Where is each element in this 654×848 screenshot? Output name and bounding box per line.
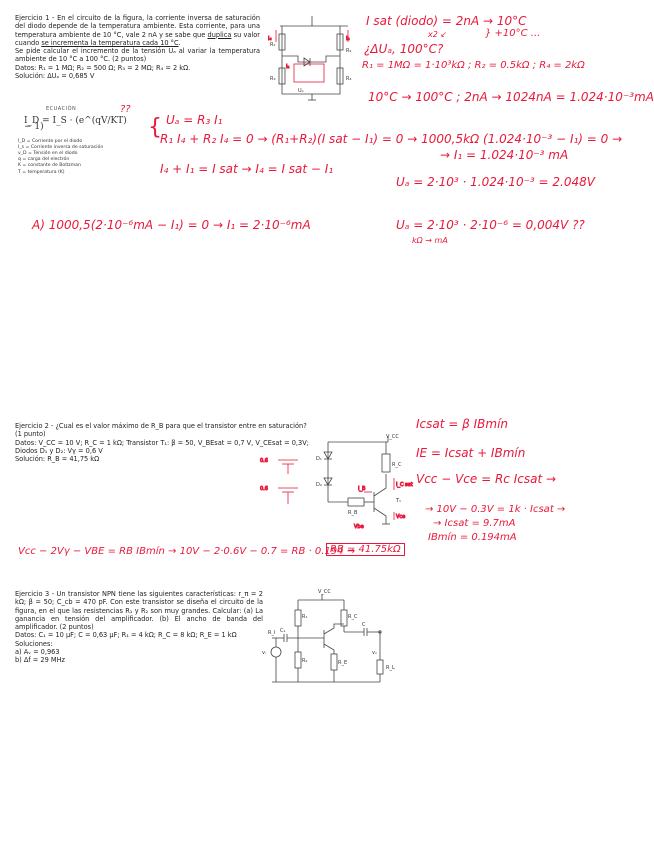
exercise-1-duplica: duplica (207, 30, 232, 39)
ex1-brace-icon: { (148, 115, 162, 140)
c3-label-vcc: V_CC (318, 589, 331, 595)
legend-5: T = temperatura (K) (18, 169, 65, 175)
exercise-1-circuit (268, 12, 360, 102)
c2-label-06b: 0.6 (260, 486, 268, 492)
exercise-2-circuit (258, 432, 413, 532)
ex1-note-qq1: ?? (120, 104, 131, 115)
ex1-note-resistors: R₁ = 1MΩ = 1·10³kΩ ; R₂ = 0.5kΩ ; R₄ = 2kΩ (362, 60, 585, 71)
legend-0: I_D = Corriente por el diodo (18, 138, 83, 144)
exercise-3-title: Ejercicio 3 - (15, 590, 57, 598)
exercise-2-title: Ejercicio 2 - (15, 422, 56, 430)
ex2-note-icsat: Icsat = β IBmín (416, 417, 509, 431)
ex1-note-question: ¿ΔUₐ, 100°C? (364, 42, 444, 56)
c2-label-06a: 0.6 (260, 458, 268, 464)
exercise-1-statement (15, 14, 260, 80)
exercise-1-text2: su valor cuando (15, 30, 261, 47)
c1-label-i4-right: I₄ (346, 36, 350, 42)
c1-label-i1: I₁ (286, 64, 290, 70)
exercise-1-cada10: se incrementa la temperatura cada 10 °C (41, 38, 179, 47)
exercise-1-text: En el circuito de la figura, la corriente inversa de saturación del diodo depende de la temperatura ambiente. Esta corriente, para una temperatura ambiente de 10 °C, vale 2 nA y se sabe que (15, 14, 261, 39)
c2-label-vcc: V_CC (386, 434, 399, 440)
c2-label-rc: R_C (392, 462, 402, 468)
exercise-3-soluciones: Soluciones: (15, 639, 53, 648)
ex2-note-substitute: → 10V − 0.3V = 1k · Icsat → (425, 504, 566, 515)
exercise-1-title: Ejercicio 1 - (15, 14, 58, 22)
c3-label-rc: R_C (348, 614, 358, 620)
legend-3: q = carga del electrón (18, 157, 70, 163)
c3-label-c1: C₁ (280, 628, 286, 634)
diode-equation: I_D = I_S · (e^(qV/KT) − 1) (24, 116, 127, 133)
legend-2: v_D = Tensión en el diodo (18, 151, 78, 157)
c3-label-r2: R₂ (302, 658, 308, 664)
c3-label-vo: vₒ (372, 650, 378, 656)
ex2-note-vcc-vce: Vcc − Vce = Rc Icsat → (416, 472, 557, 486)
exercise-2-text: ¿Cual es el valor máximo de R_B para que el transistor entre en saturación? (1 punto) (15, 422, 307, 439)
c1-label-r2: R₂ (346, 48, 352, 54)
c1-label-r3: R₃ (270, 76, 276, 82)
legend-1: I_s = Corriente inversa de saturación (18, 144, 104, 150)
c2-label-rb: R_B (348, 510, 358, 516)
exercise-3-circuit (262, 589, 408, 690)
c3-label-c: C (362, 622, 366, 628)
ex1-note-kirchhoff: R₁ I₄ + R₂ I₄ = 0 → (R₁+R₂)(I sat − I₁) = 0 → 1000,5kΩ (1.024·10⁻³ − I₁) = 0 → (160, 132, 623, 146)
ex1-note-units: kΩ → mA (412, 236, 448, 245)
ex2-note-ibmin: IBmín = 0.194mA (428, 532, 517, 543)
c1-label-r1: R₁ (270, 42, 276, 48)
exercise-1-ask: Se pide calcular el incremento de la tensión Uₐ al variar la temperatura ambiente de 10 °C a 100 °C. (2 puntos) (15, 47, 260, 64)
c2-label-d2: D₂ (316, 482, 322, 488)
c2-label-t1: T₁ (396, 498, 402, 504)
c3-label-ri: R_I (268, 630, 276, 636)
exercise-2-datos2: Diodos D₁ y D₂: Vγ = 0,6 V (15, 446, 103, 455)
ex1-note-isat: I sat (diodo) = 2nA → 10°C (366, 14, 527, 28)
ex1-note-alt-a: A) 1000,5(2·10⁻⁶mA − I₁) = 0 → I₁ = 2·10⁻⁶mA (32, 218, 311, 232)
c2-label-vbe: Vbe (354, 524, 364, 530)
exercise-2-solucion: Solución: R_B = 41,75 kΩ (15, 455, 100, 464)
c2-label-icsat: I_C sat (396, 482, 413, 488)
c1-label-i4-left: I₄ (268, 36, 272, 42)
exercise-3-datos: Datos: C₁ = 10 μF; C = 0,63 μF; R₁ = 4 kΩ; R_C = 8 kΩ; R_E = 1 kΩ (15, 631, 237, 640)
ex1-note-x2: x2 ↙ (428, 30, 448, 39)
ex1-note-i1: → I₁ = 1.024·10⁻³ mA (440, 148, 569, 162)
legend-4: K = constante de Boltzman (18, 163, 81, 169)
c3-label-r1: R₁ (302, 614, 308, 620)
ex2-note-rb-equation: Vcc − 2Vγ − VBE = RB IBmín → 10V − 2·0.6V − 0.7 = RB · 0.194 → (18, 546, 356, 557)
equation-label: ECUACIÓN (46, 106, 77, 112)
c1-label-r4: R₄ (346, 76, 352, 82)
c3-label-rl: R_L (386, 665, 395, 671)
exercise-3-answer-b: b) Δf = 29 MHz (15, 656, 65, 665)
ex1-note-plus10: } +10°C ... (485, 28, 541, 39)
ex2-note-rb-result: RB = 41.75kΩ (326, 543, 405, 556)
c2-label-vce: Vce (396, 514, 406, 520)
c2-label-ib: I_B (358, 486, 366, 492)
ex1-note-ua-alt: Uₐ = 2·10³ · 2·10⁻⁶ = 0,004V ?? (396, 218, 585, 232)
c2-label-d1: D₁ (316, 456, 322, 462)
exercise-1-solucion: Solución: ΔUₐ = 0,685 V (15, 72, 95, 81)
exercise-3-statement (15, 590, 263, 665)
ex2-note-ie: IE = Icsat + IBmín (416, 446, 526, 460)
ex1-note-ua: Uₐ = R₃ I₁ (166, 113, 223, 127)
exercise-1-datos: Datos: R₁ = 1 MΩ; R₂ = 500 Ω; R₃ = 2 MΩ; R₄ = 2 kΩ. (15, 63, 191, 72)
exercise-1-equation-block (18, 106, 128, 176)
ex1-note-temperature: 10°C → 100°C ; 2nA → 1024nA = 1.024·10⁻³mA (368, 90, 654, 104)
exercise-3-text: Un transistor NPN tiene las siguientes características: r_π = 2 kΩ; β = 50; C_cb = 470 pF. Con este transistor se diseña el circuito de la figura, en el que las resistencias R₁ y R₂ son muy grandes. Calcular: (a) La ganancia en tensión del amplificador. (b) El ancho de banda del amplificador. (2 puntos) (15, 590, 264, 632)
exercise-2-datos1: Datos: V_CC = 10 V; R_C = 1 kΩ; Transistor T₁: β = 50, V_BEsat = 0,7 V, V_CEsat = 0,3V; (15, 438, 309, 447)
ex2-note-icsat-value: → Icsat = 9.7mA (433, 518, 516, 529)
c3-label-re: R_E (338, 660, 348, 666)
c1-label-ua: Uₐ (298, 88, 304, 94)
exercise-1-text3: . (178, 38, 181, 47)
ex1-note-isat-sum: I₄ + I₁ = I sat → I₄ = I sat − I₁ (160, 162, 334, 176)
c3-label-vi: vᵢ (262, 650, 266, 656)
exercise-3-answer-a: a) Aᵥ = 0,963 (15, 648, 60, 657)
ex1-note-ua-value: Uₐ = 2·10³ · 1.024·10⁻³ = 2.048V (396, 175, 595, 189)
